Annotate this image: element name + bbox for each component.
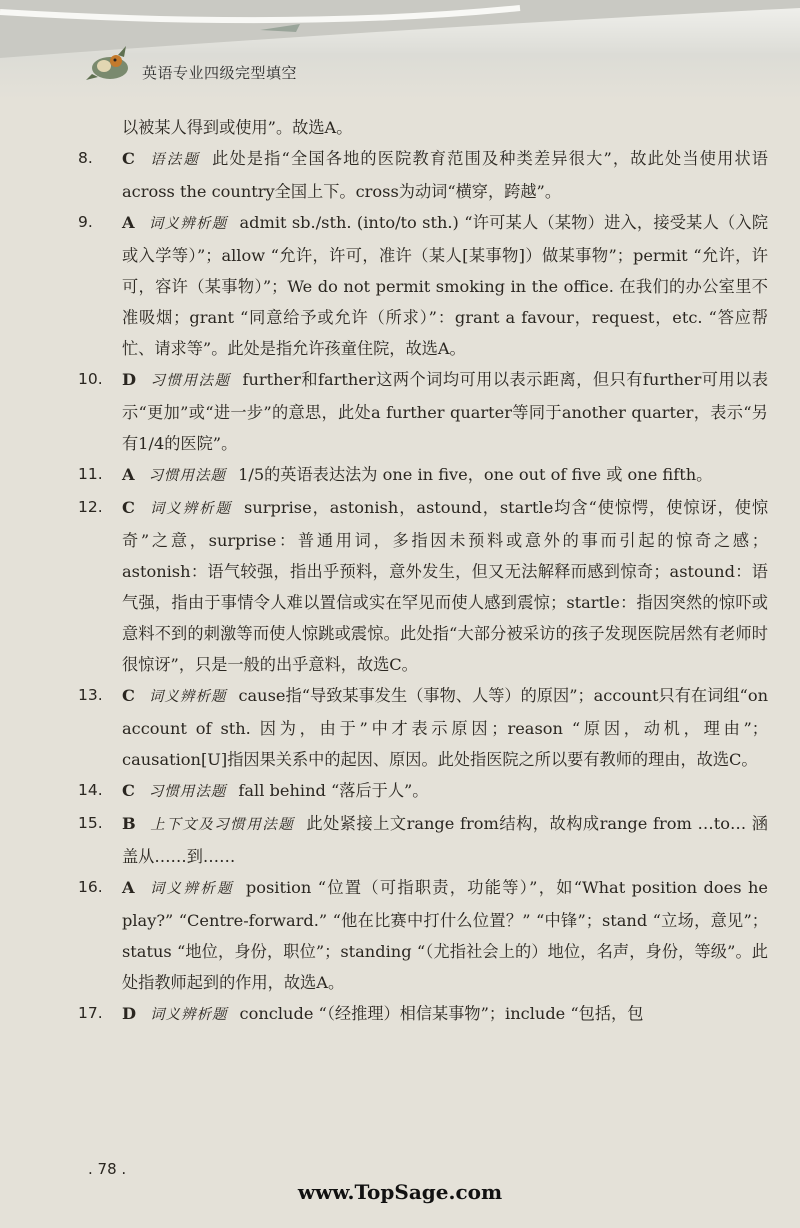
entry-answer: B <box>122 814 136 833</box>
entry-number: 12. <box>78 498 103 516</box>
entry-answer: A <box>122 878 135 897</box>
page-number: . 78 . <box>88 1160 127 1178</box>
entry-11 <box>78 459 768 492</box>
entry-category: 词义辨析题 <box>150 1007 228 1023</box>
entry-8 <box>78 143 768 207</box>
entry-10 <box>78 364 768 459</box>
entry-answer: A <box>122 465 135 484</box>
entry-number: 9. <box>78 213 93 231</box>
entry-category: 上下文及习惯用法题 <box>149 817 295 833</box>
entry-16 <box>78 872 768 998</box>
entry-text: cause指“导致某事发生（事物、人等）的原因”；account只有在词组“on account of sth. 因为，由于”中才表示原因；reason “原因，动机，理由”；causation[U]指因果关系中的起因、原因。此处指医院之所以要有教师的理由，故选C。 <box>122 686 768 769</box>
entry-number: 14. <box>78 781 103 799</box>
entry-number: 8. <box>78 149 93 167</box>
entry-answer: D <box>122 370 137 389</box>
mascot-logo-icon <box>84 44 138 84</box>
entry-number: 10. <box>78 370 103 388</box>
entry-text: surprise，astonish，astound，startle均含“使惊愕，使惊讶，使惊奇”之意，surprise：普通用词，多指因未预料或意外的事而引起的惊奇之感；astonish：语气较强，指出乎预料，意外发生，但又无法解释而感到惊奇；astound：语气强，指由于事情令人难以置信或实在罕见而使人感到震惊；startle：指因突然的惊吓或意料不到的刺激等而使人惊跳或震惊。此处指“大部分被采访的孩子发现医院居然有老师时很惊讶”，只是一般的出乎意料，故选C。 <box>122 498 769 674</box>
entry-number: 11. <box>78 465 103 483</box>
entry-answer: A <box>122 213 135 232</box>
entry-category: 词义辨析题 <box>148 216 228 232</box>
header-title: 英语专业四级完型填空 <box>142 64 298 82</box>
entry-answer: C <box>122 149 135 168</box>
entry-answer: C <box>122 781 135 800</box>
entry-text: admit sb./sth. (into/to sth.) “许可某人（某物）进入，接受某人（入院或入学等）”；allow “允许，许可，准许（某人[某事物]）做某事物”；permit “允许，许可，容许（某事物）”；We do not permit smoking in the office. 在我们的办公室里不准吸烟；grant “同意给予或允许（所求）”：grant a favour，request，etc. “答应帮忙、请求等”。此处是指允许孩童住院，故选A。 <box>122 213 769 358</box>
entry-category: 词义辨析题 <box>148 501 233 517</box>
entry-category: 习惯用法题 <box>148 784 227 800</box>
footer-url: www.TopSage.com <box>297 1180 503 1204</box>
entry-15 <box>78 808 768 872</box>
continuation-text: 以被某人得到或使用”。故选A。 <box>122 118 353 137</box>
entry-text: 此处紧接上文range from结构，故构成range from …to… 涵盖从……到…… <box>122 814 768 866</box>
entry-answer: C <box>122 498 135 517</box>
entry-12 <box>78 492 768 680</box>
entry-answer: D <box>122 1004 137 1023</box>
entry-number: 13. <box>78 686 103 704</box>
entry-category: 词义辨析题 <box>148 881 234 897</box>
entry-17 <box>78 998 768 1031</box>
entry-text: position “位置（可指职责，功能等）”，如“What position does he play?” “Centre-forward.” “他在比赛中打什么位置？” “中锋”；stand “立场，意见”；status “地位，身份，职位”；standing “（尤指社会上的）地位，名声，身份，等级”。此处指教师起到的作用，故选A。 <box>122 878 769 992</box>
entry-number: 17. <box>78 1004 103 1022</box>
entry-category: 语法题 <box>148 152 201 168</box>
entry-category: 习惯用法题 <box>148 468 227 484</box>
entry-text: further和farther这两个词均可用以表示距离，但只有further可用以表示“更加”或“进一步”的意思，此处a further quarter等同于another quarter，表示“另有1/4的医院”。 <box>122 370 769 453</box>
entry-category: 习惯用法题 <box>150 373 231 389</box>
entry-number: 16. <box>78 878 103 896</box>
entry-number: 15. <box>78 814 103 832</box>
answer-explanations <box>78 112 768 1031</box>
entry-text: 1/5的英语表达法为 one in five，one out of five 或 one fifth。 <box>238 465 713 484</box>
entry-9 <box>78 207 768 364</box>
entry-answer: C <box>122 686 135 705</box>
entry-14 <box>78 775 768 808</box>
entry-text: fall behind “落后于人”。 <box>238 781 429 800</box>
entry-13 <box>78 680 768 775</box>
entry-text: 此处是指“全国各地的医院教育范围及种类差异很大”，故此处当使用状语across the country全国上下。cross为动词“横穿，跨越”。 <box>122 149 768 201</box>
entry-category: 词义辨析题 <box>148 689 227 705</box>
entry-text: conclude “（经推理）相信某事物”；include “包括，包 <box>239 1004 644 1023</box>
